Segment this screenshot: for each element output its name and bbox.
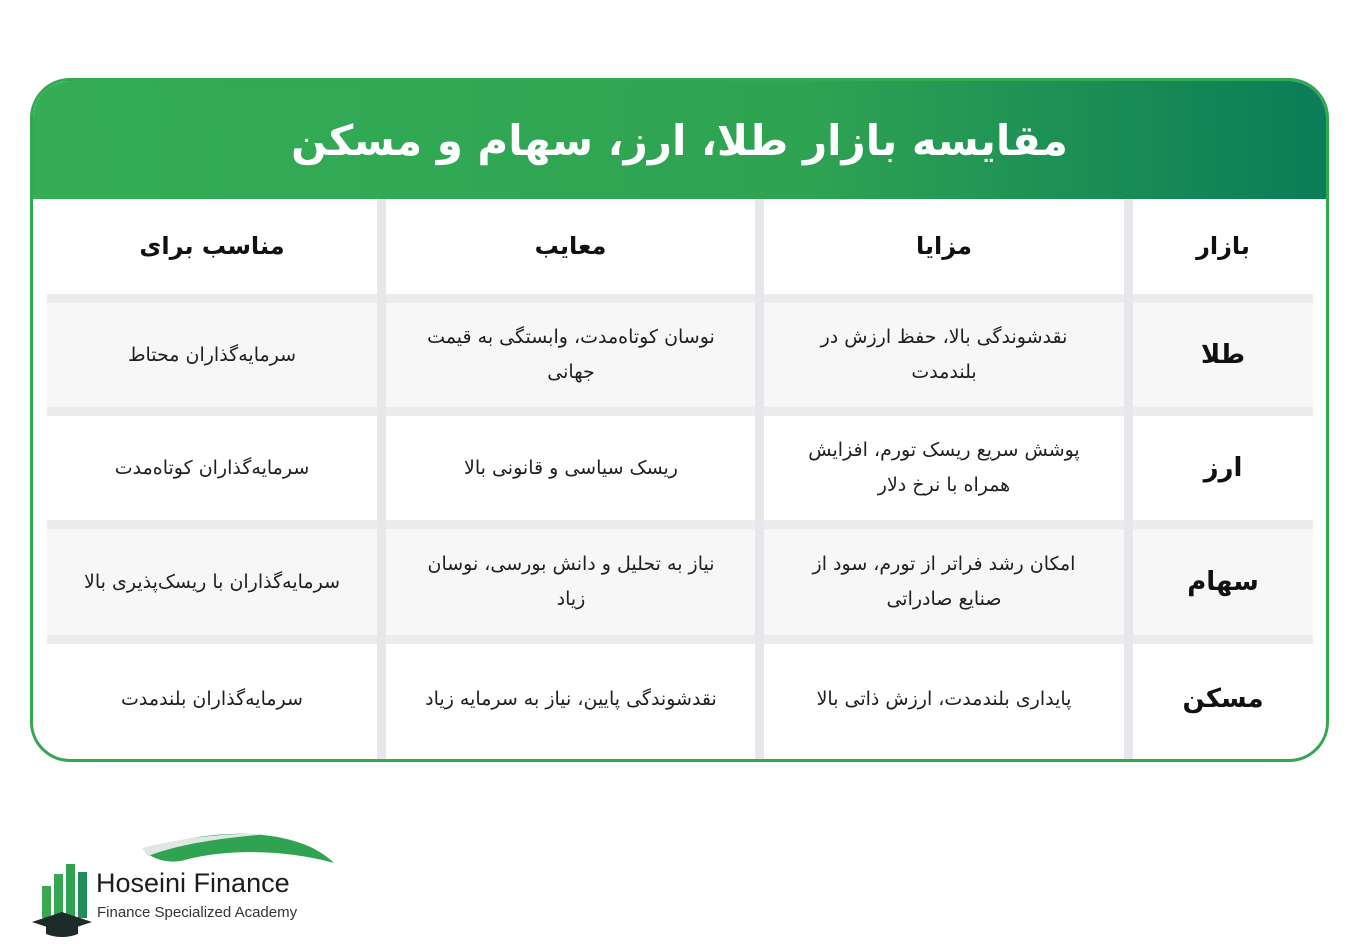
advantages-cell: [794, 529, 1094, 635]
brand-tagline: Finance Specialized Academy: [97, 904, 298, 921]
market-name: ارز: [1203, 452, 1243, 483]
header-suitable: مناسب برای: [139, 232, 285, 260]
suitable-text: سرمایه‌گذاران کوتاه‌مدت: [114, 456, 310, 479]
disadvantages-text: نیاز به تحلیل و دانش بورسی، نوسان زیاد: [427, 553, 715, 610]
suitable-cell: [47, 416, 377, 520]
page-title: مقایسه بازار طلا، ارز، سهام و مسکن: [291, 115, 1068, 165]
header-disadvantages: معایب: [534, 232, 607, 260]
advantages-text: امکان رشد فراتر از تورم، سود از صنایع صادراتی: [812, 553, 1076, 610]
disadvantages-cell: [421, 529, 721, 635]
disadvantages-text: نقدشوندگی پایین، نیاز به سرمایه زیاد: [425, 687, 717, 710]
suitable-text: سرمایه‌گذاران با ریسک‌پذیری بالا: [84, 570, 340, 593]
column-divider: [755, 199, 764, 759]
header-advantages: مزایا: [915, 232, 973, 260]
disadvantages-cell: [396, 416, 746, 520]
header-market: بازار: [1196, 232, 1250, 260]
column-divider: [1124, 199, 1133, 759]
brand-name: Hoseini Finance: [96, 868, 290, 898]
disadvantages-cell: [421, 303, 721, 407]
advantages-cell: [794, 303, 1094, 407]
advantages-cell: [794, 416, 1094, 520]
suitable-cell: [47, 644, 377, 754]
suitable-text: سرمایه‌گذاران بلندمدت: [121, 687, 303, 710]
advantages-text: پوشش سریع ریسک تورم، افزایش همراه با نرخ دلار: [808, 439, 1080, 496]
market-name: طلا: [1200, 339, 1246, 370]
advantages-text: نقدشوندگی بالا، حفظ ارزش در بلندمدت: [820, 326, 1068, 383]
market-name: مسکن: [1182, 683, 1264, 714]
market-name: سهام: [1187, 566, 1259, 597]
comparison-card: [30, 78, 1329, 762]
disadvantages-text: نوسان کوتاه‌مدت، وابستگی به قیمت جهانی: [427, 326, 715, 383]
card-header: [33, 81, 1326, 199]
advantages-text: پایداری بلندمدت، ارزش ذاتی بالا: [816, 687, 1072, 710]
column-divider: [377, 199, 386, 759]
suitable-cell: [47, 303, 377, 407]
disadvantages-text: ریسک سیاسی و قانونی بالا: [464, 456, 678, 479]
suitable-cell: [47, 529, 377, 635]
advantages-cell: [774, 644, 1114, 754]
disadvantages-cell: [421, 644, 721, 754]
comparison-table: [47, 199, 1313, 759]
suitable-text: سرمایه‌گذاران محتاط: [127, 343, 297, 366]
